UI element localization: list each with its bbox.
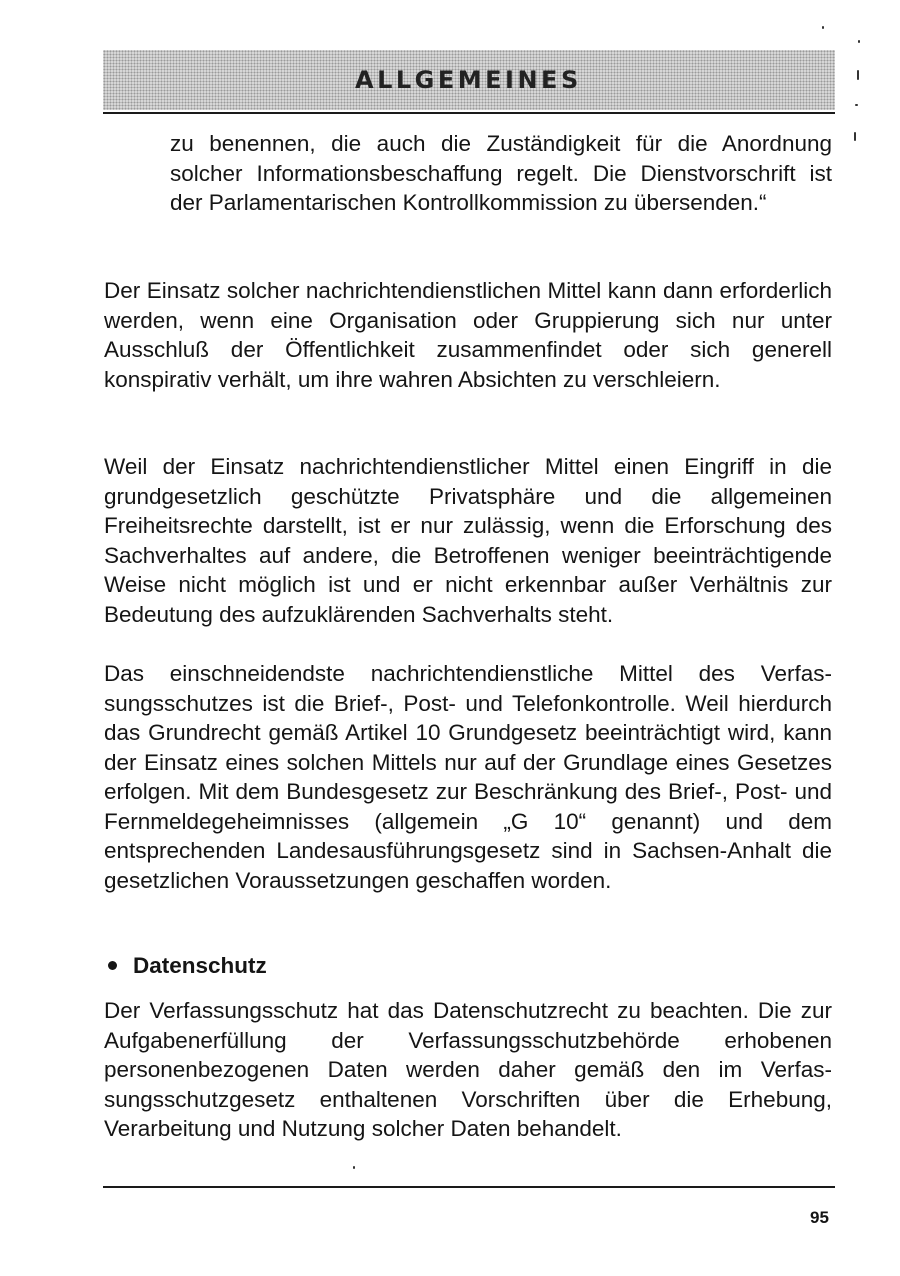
scan-speck <box>855 104 858 106</box>
body-paragraph-1: Der Einsatz solcher nachrichtendienstlichen Mittel kann dann erforderlich werden, wenn eine Organisation oder Gruppierung sich nur unter Ausschluß der Öffentlichkeit zusammenfindet oder sich generell konspirativ verhält, um ihre wahren Absichten zu verschleiern. <box>104 278 832 392</box>
scan-speck <box>858 40 860 43</box>
body-paragraph-3: Das einschneidendste nachrichtendienstliche Mittel des Verfassungsschutzes ist die Brief-, Post- und Telefonkontrolle. Weil hierdurch das Grundrecht gemäß Artikel 10 Grundgesetz beeinträchtigt wird, kann der Einsatz eines solchen Mittels nur auf der Grundlage eines Gesetzes erfolgen. Mit dem Bundesgesetz zur Beschränkung des Brief-, Post- und Fernmeldegeheimnisses (allgemein „G 10“ genannt) und dem entsprechenden Landesausführungsgesetz sind in Sachsen-Anhalt die gesetzlichen Voraussetzungen geschaffen worden. <box>104 661 832 893</box>
footer-divider <box>103 1186 835 1188</box>
scan-speck <box>353 1166 355 1169</box>
section-heading <box>108 951 267 981</box>
page-number: 95 <box>810 1208 829 1227</box>
scan-speck <box>822 26 824 29</box>
section-paragraph: Der Verfassungsschutz hat das Datenschutzrecht zu beachten. Die zur Aufgabenerfüllung der Verfassungsschutzbehörde erhobenen personenbezogenen Daten werden daher gemäß den im Verfassungsschutzgesetz enthaltenen Vorschriften über die Erhebung, Verarbeitung und Nutzung solcher Daten behandelt. <box>104 998 832 1141</box>
scan-speck <box>857 70 859 80</box>
section-heading-text: Datenschutz <box>133 953 267 978</box>
page-section-title: ALLGEMEINES <box>355 66 582 94</box>
scan-speck <box>854 132 856 141</box>
quoted-paragraph: zu benennen, die auch die Zuständigkeit für die Anordnung solcher Informationsbeschaffung regelt. Die Dienstvorschrift ist der Parlamentarischen Kontrollkommission zu übersenden.“ <box>170 131 832 215</box>
header-divider <box>103 112 835 114</box>
body-paragraph-2: Weil der Einsatz nachrichtendienstlicher Mittel einen Eingriff in die grundgesetzlich geschützte Privatsphäre und die allgemeinen Freiheitsrechte darstellt, ist er nur zulässig, wenn die Erforschung des Sachverhaltes auf andere, die Betroffenen weniger beeinträchtigende Weise nicht möglich ist und er nicht erkennbar außer Verhältnis zur Bedeutung des aufzuklärenden Sachverhalts steht. <box>104 454 832 627</box>
bullet-icon <box>108 961 117 970</box>
